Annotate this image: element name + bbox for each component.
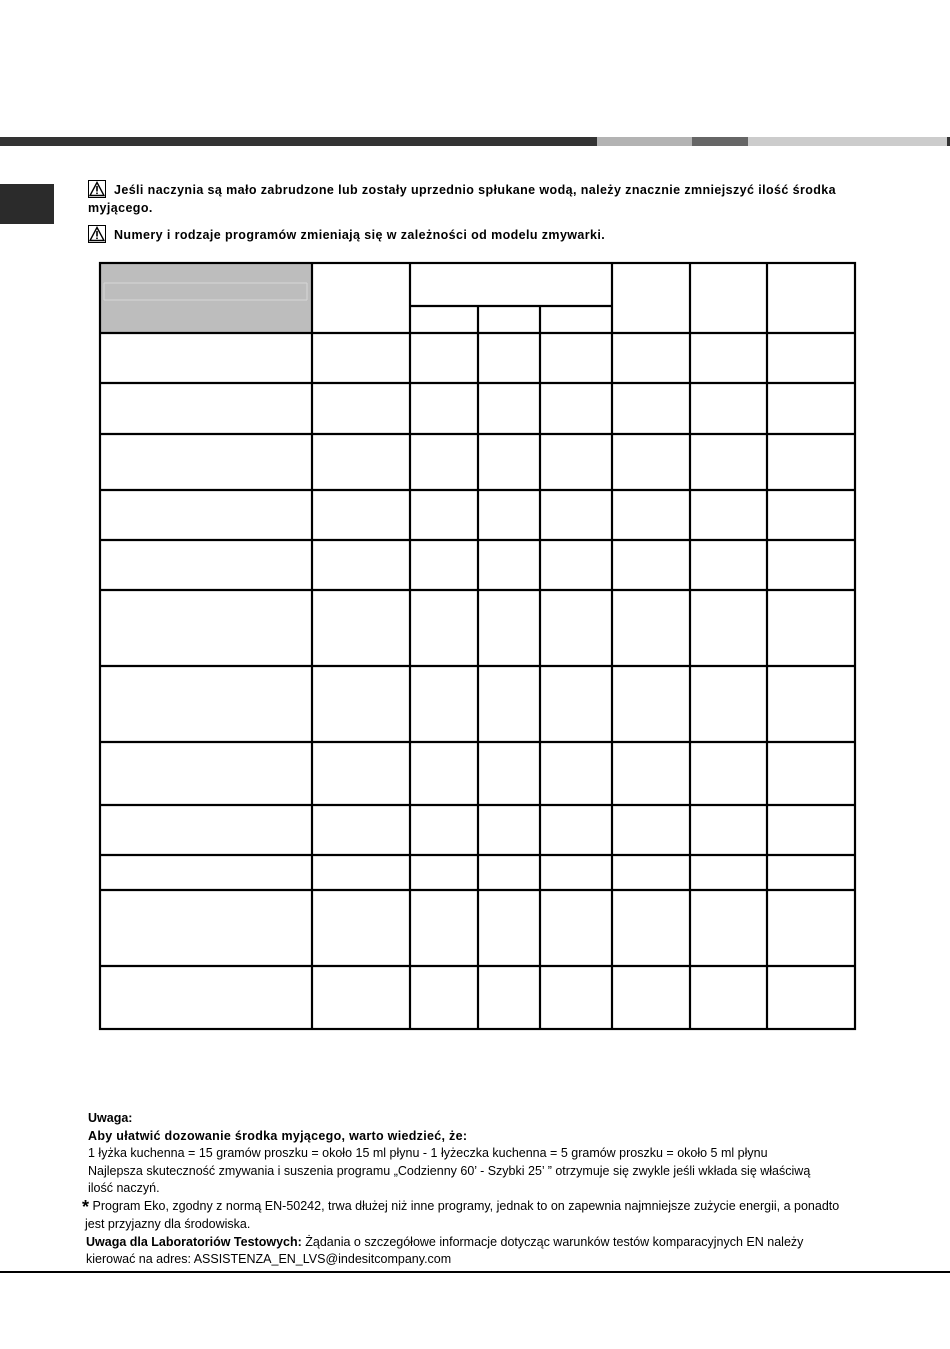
footer-aby: Aby ułatwić dozowanie środka myjącego, warto wiedzieć, że: <box>88 1128 468 1143</box>
footer-line-2b: ilość naczyń. <box>88 1181 160 1195</box>
footer-line-2a: Najlepsza skuteczność zmywania i suszenia programu „Codzienny 60’ - Szybki 25’ ” otrzymuje się zwykle jeśli wkłada się właściwą <box>88 1163 811 1178</box>
footer-line-3a-text: Program Eko, zgodny z normą EN-50242, trwa dłużej niż inne programy, jednak to on zapewnia najmniejsze zużycie energii, a ponadto <box>92 1198 840 1213</box>
footer-line-1: 1 łyżka kuchenna = 15 gramów proszku = około 15 ml płynu - 1 łyżeczka kuchenna = 5 gramów proszku = około 5 ml płynu <box>88 1146 768 1160</box>
footer-lab-text: Żądania o szczegółowe informacje dotycząc warunków testów komparacyjnych EN należy <box>301 1234 804 1249</box>
footer-line-3a <box>82 1196 898 1217</box>
footer-line-3b: jest przyjazny dla środowiska. <box>85 1217 251 1231</box>
note-1-text: Jeśli naczynia są mało zabrudzone lub zostały uprzednio spłukane wodą, należy znacznie zmniejszyć ilość środka <box>114 183 836 197</box>
note-2-text: Numery i rodzaje programów zmieniają się w zależności od modelu zmywarki. <box>114 228 606 242</box>
footer-star: * <box>82 1196 90 1217</box>
footer-lab-text-2: kierować na adres: ASSISTENZA_EN_LVS@indesitcompany.com <box>86 1252 452 1266</box>
footer-uwaga: Uwaga: <box>88 1111 133 1125</box>
note-1-text-cont: myjącego. <box>88 201 153 215</box>
footer-lab <box>86 1234 898 1252</box>
table-lines <box>100 263 855 1029</box>
bottom-rule <box>0 1271 950 1273</box>
footer-lab-label: Uwaga dla Laboratoriów Testowych: <box>86 1234 302 1249</box>
table-header-shaded-cell <box>100 263 312 333</box>
footer-notes <box>82 1110 898 1269</box>
